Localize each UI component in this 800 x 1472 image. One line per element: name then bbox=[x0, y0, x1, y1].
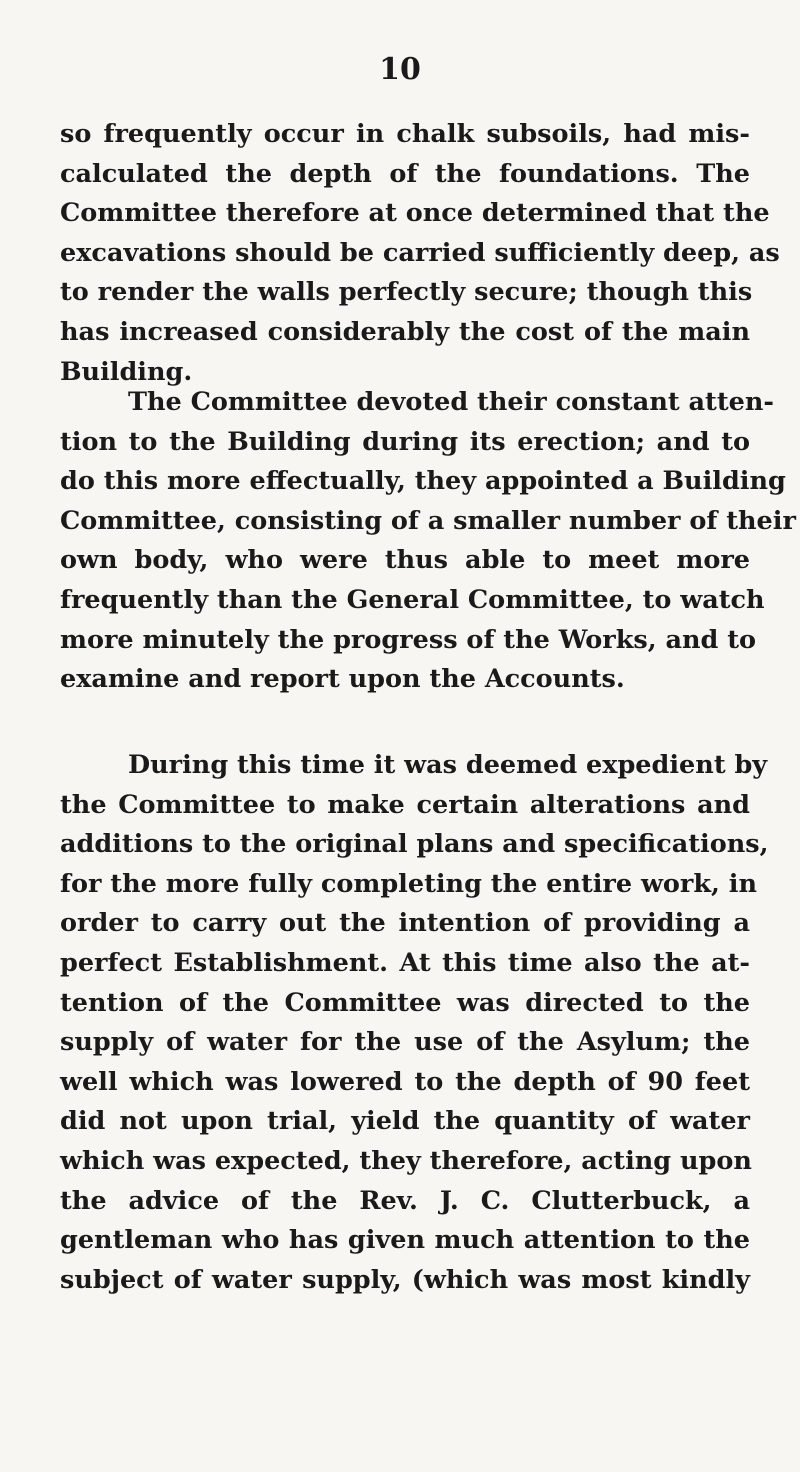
text-line: has increased considerably the cost of the main bbox=[60, 316, 750, 347]
text-line: supply of water for the use of the Asylum; the bbox=[60, 1027, 750, 1058]
text-line: frequently than the General Committee, to watch bbox=[60, 584, 765, 615]
text-line: Building. bbox=[60, 356, 193, 387]
text-line: excavations should be carried sufficiently deep, as bbox=[60, 237, 780, 268]
paragraph-continued bbox=[60, 115, 780, 392]
text-line: The Committee devoted their constant atten- bbox=[128, 387, 774, 417]
text-line: to render the walls perfectly secure; though this bbox=[60, 277, 753, 308]
text-line: more minutely the progress of the Works, and to bbox=[60, 624, 757, 655]
text-line: tion to the Building during its erection; and to bbox=[60, 426, 750, 457]
text-line: so frequently occur in chalk subsoils, had mis- bbox=[60, 119, 750, 149]
text-line: order to carry out the intention of providing a bbox=[60, 908, 750, 939]
text-line: Committee, consisting of a smaller number of their bbox=[60, 505, 796, 536]
text-line: well which was lowered to the depth of 90 feet bbox=[60, 1066, 750, 1097]
text-line: additions to the original plans and specifications, bbox=[60, 829, 769, 860]
paragraph-building-committee bbox=[60, 383, 796, 700]
text-line: which was expected, they therefore, acting upon bbox=[60, 1145, 752, 1176]
page-number: 10 bbox=[379, 52, 421, 87]
paragraph-alterations bbox=[60, 746, 769, 1300]
text-line: calculated the depth of the foundations. The bbox=[60, 158, 750, 189]
text-line: own body, who were thus able to meet more bbox=[60, 545, 750, 576]
text-line: perfect Establishment. At this time also the at- bbox=[60, 947, 750, 978]
text-line: tention of the Committee was directed to the bbox=[60, 987, 750, 1018]
text-line: did not upon trial, yield the quantity of water bbox=[60, 1106, 750, 1137]
text-line: the advice of the Rev. J. C. Clutterbuck, a bbox=[60, 1185, 750, 1216]
text-line: do this more effectually, they appointed a Building bbox=[60, 466, 786, 497]
text-line: During this time it was deemed expedient by bbox=[128, 750, 768, 780]
text-line: for the more fully completing the entire work, in bbox=[60, 868, 758, 899]
text-line: examine and report upon the Accounts. bbox=[60, 664, 625, 695]
text-line: gentleman who has given much attention to the bbox=[60, 1225, 750, 1256]
text-line: the Committee to make certain alterations and bbox=[60, 789, 750, 820]
text-line: Committee therefore at once determined that the bbox=[60, 198, 770, 229]
text-line: subject of water supply, (which was most kindly bbox=[60, 1264, 750, 1295]
